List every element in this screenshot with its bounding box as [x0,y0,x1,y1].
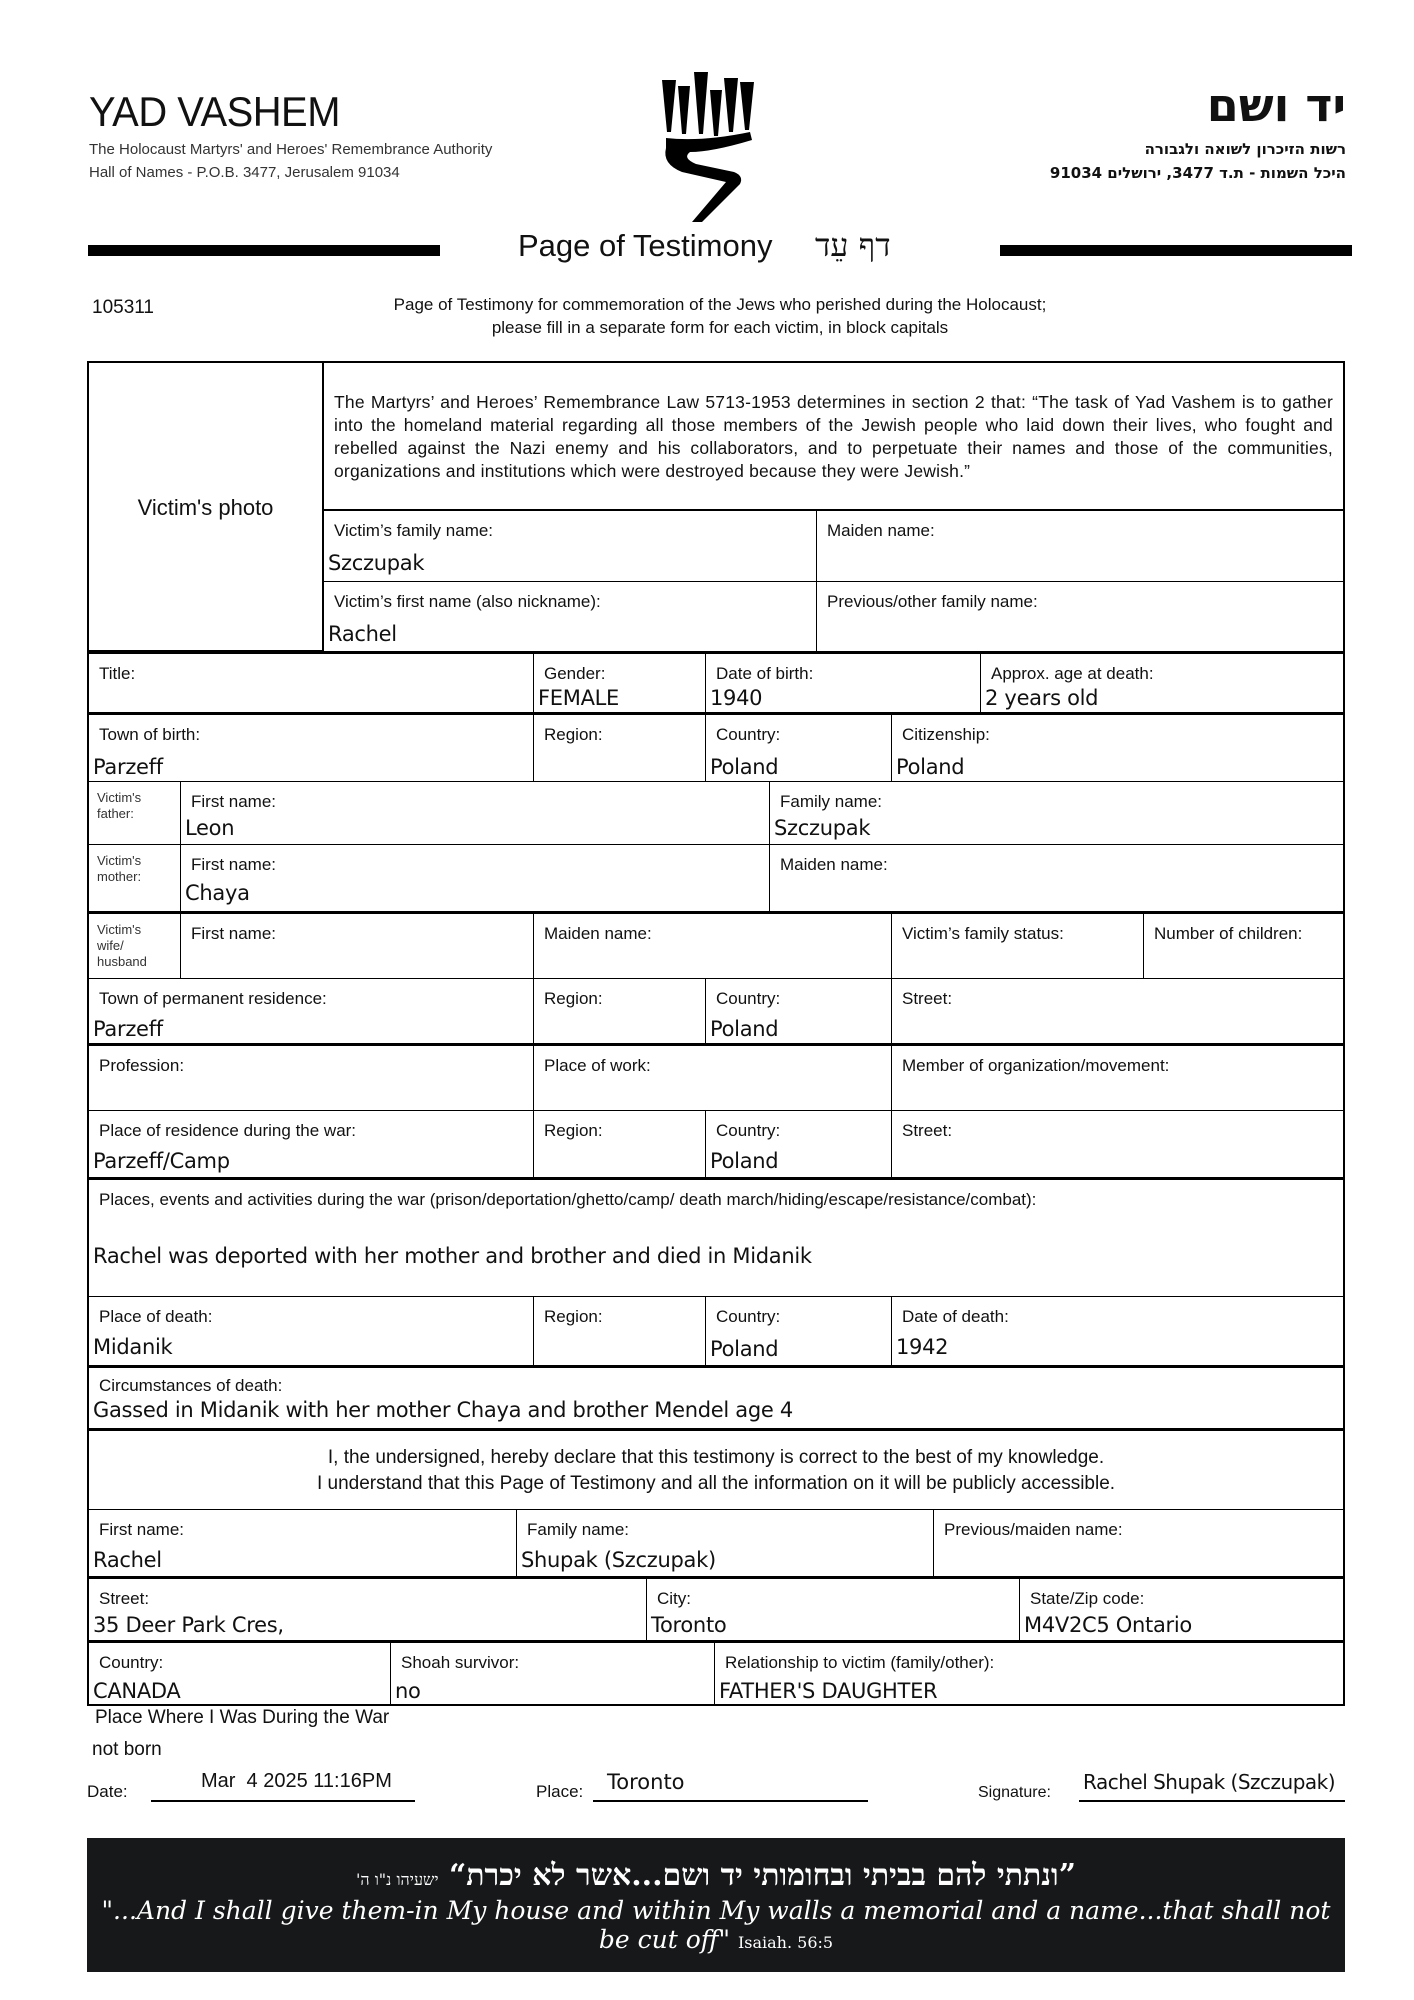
permanent-residence-country-field[interactable] [705,978,892,1044]
field-label: Date of death: [902,1307,1009,1326]
field-label: Victim’s family name: [334,521,494,540]
field-label: Date of birth: [716,664,814,683]
field-label: Place of death: [99,1307,213,1326]
spouse-maiden-name-field[interactable] [533,911,892,979]
quote-hebrew-reference: ישעיהו נ"ו ה' [356,1870,439,1889]
org-address-hebrew: היכל השמות - ת.ד 3477, ירושלים 91034 [1049,164,1346,182]
war-region-field[interactable] [533,1110,706,1178]
submitter-state-zip-field[interactable] [1019,1576,1345,1641]
field-label: Country: [716,725,781,744]
victim-family-name-field[interactable] [323,509,817,582]
victim-title-field[interactable] [87,651,534,713]
isaiah-quote-banner [87,1838,1345,1972]
submitter-street-field[interactable] [87,1576,647,1641]
field-value: Rachel [328,622,397,646]
field-label: Town of birth: [99,725,201,744]
field-label: Relationship to victim (family/other): [725,1653,995,1672]
victim-dob-field[interactable] [705,651,981,713]
field-label: Maiden name: [780,855,888,874]
victim-gender-field[interactable] [533,651,706,713]
family-status-field[interactable] [891,911,1144,979]
profession-field[interactable] [87,1043,534,1111]
declaration-box [87,1428,1345,1510]
submitter-family-name-field[interactable] [516,1509,934,1577]
relationship-field[interactable] [714,1640,1345,1706]
field-value: CANADA [93,1679,181,1703]
war-street-field[interactable] [891,1110,1345,1178]
town-of-birth-field[interactable] [87,712,534,782]
death-country-field[interactable] [705,1296,892,1366]
birth-country-field[interactable] [705,712,892,782]
spouse-row-label-cell [87,911,181,979]
field-label: City: [657,1589,691,1608]
citizenship-field[interactable] [891,712,1345,782]
permanent-residence-town-field[interactable] [87,978,534,1044]
yad-vashem-menorah-logo-icon [662,72,756,224]
date-of-death-field[interactable] [891,1296,1345,1366]
field-label: Country: [716,989,781,1008]
field-label: Victim’s first name (also nickname): [334,592,601,611]
field-label: Circumstances of death: [99,1376,283,1395]
mother-row-label: Victim's mother: [97,853,142,884]
circumstances-of-death-field[interactable] [87,1365,1345,1429]
quote-english-text: "...And I shall give them-in My house and within My walls a memorial and a name...that shall not be cut off" [101,1896,1331,1954]
field-label: First name: [191,924,277,943]
war-events-field[interactable] [87,1177,1345,1297]
field-value: Parzeff [93,755,163,779]
field-value: Szczupak [774,816,871,840]
place-of-death-field[interactable] [87,1296,534,1366]
org-subtitle: The Holocaust Martyrs' and Heroes' Remembrance Authority [89,141,493,158]
field-label: Victim’s family status: [902,924,1064,943]
field-label: Country: [99,1653,164,1672]
org-subtitle-hebrew: רשות הזיכרון לשואה ולגבורה [1144,140,1346,158]
place-value: Toronto [607,1770,685,1794]
submitter-city-field[interactable] [646,1576,1020,1641]
field-label: Country: [716,1307,781,1326]
field-label: Region: [544,725,603,744]
quote-english [87,1896,1345,1954]
field-value: 2 years old [985,686,1099,710]
victim-age-at-death-field[interactable] [980,651,1345,713]
field-value: Chaya [185,881,250,905]
date-value: Mar 4 2025 11:16PM [201,1770,392,1792]
field-label: Town of permanent residence: [99,989,327,1008]
mother-row-label-cell [87,844,181,912]
spouse-row-label: Victim's wife/ husband [97,922,147,969]
signature-field[interactable] [1079,1768,1345,1802]
field-label: Family name: [780,792,883,811]
date-field[interactable] [151,1768,415,1802]
submitter-previous-name-field[interactable] [933,1509,1345,1577]
field-label: Previous/other family name: [827,592,1038,611]
intro-line-2: please fill in a separate form for each victim, in block capitals [491,318,949,337]
birth-region-field[interactable] [533,712,706,782]
place-label: Place: [536,1782,584,1801]
field-label: First name: [191,855,277,874]
quote-hebrew-text: ”ונתתי להם בביתי ובחומותי יד ושם...אשר לא יכרת“ [448,1858,1076,1893]
field-label: Place of residence during the war: [99,1121,357,1140]
field-label: Gender: [544,664,606,683]
declaration-text [89,1445,1343,1497]
war-place-label: Place Where I Was During the War [95,1707,390,1728]
victim-previous-name-field[interactable] [816,581,1345,652]
spouse-first-name-field[interactable] [180,911,534,979]
field-label: State/Zip code: [1030,1589,1145,1608]
field-value: Rachel [93,1548,162,1572]
field-label: Shoah survivor: [401,1653,520,1672]
victim-photo-box[interactable] [87,361,324,652]
shoah-survivor-field[interactable] [390,1640,715,1706]
field-label: Profession: [99,1056,185,1075]
father-row-label-cell [87,781,181,845]
field-value: Rachel was deported with her mother and brother and died in Midanik [93,1244,812,1268]
org-name: YAD VASHEM [89,88,340,135]
field-value: Toronto [651,1613,727,1637]
field-value: FATHER'S DAUGHTER [719,1679,938,1703]
field-value: FEMALE [538,686,620,710]
place-of-work-field[interactable] [533,1043,892,1111]
field-label: Title: [99,664,136,683]
field-value: Poland [710,1337,779,1361]
quote-english-reference: Isaiah. 56:5 [737,1933,834,1952]
field-value: Parzeff [93,1017,163,1041]
field-value: M4V2C5 Ontario [1024,1613,1192,1637]
field-value: Gassed in Midanik with her mother Chaya and brother Mendel age 4 [93,1398,793,1422]
field-label: Place of work: [544,1056,651,1075]
intro-text [320,293,1120,339]
organization-field[interactable] [891,1043,1345,1111]
field-value: Midanik [93,1335,173,1359]
quote-hebrew [87,1858,1345,1893]
field-label: Street: [902,989,953,1008]
permanent-residence-street-field[interactable] [891,978,1345,1044]
field-label: Approx. age at death: [991,664,1154,683]
mother-first-name-field[interactable] [180,844,770,912]
war-country-field[interactable] [705,1110,892,1178]
field-value: Poland [710,1017,779,1041]
field-value: Parzeff/Camp [93,1149,230,1173]
field-label: Country: [716,1121,781,1140]
document-number: 105311 [92,297,154,318]
field-label: Maiden name: [544,924,652,943]
header-divider-right [1000,245,1352,256]
permanent-residence-region-field[interactable] [533,978,706,1044]
field-value: 1942 [896,1335,949,1359]
signature-label: Signature: [978,1784,1051,1801]
signature-value: Rachel Shupak (Szczupak) [1083,1770,1336,1794]
place-field[interactable] [593,1768,868,1802]
page-title-hebrew: דף עֵד [815,226,891,264]
field-value: 35 Deer Park Cres, [93,1613,284,1637]
submitter-first-name-field[interactable] [87,1509,517,1577]
number-of-children-field[interactable] [1143,911,1345,979]
field-label: Street: [99,1589,150,1608]
field-value: Leon [185,816,235,840]
field-value: Poland [896,755,965,779]
org-name-hebrew: יד ושם [1206,78,1346,132]
field-value: Poland [710,755,779,779]
victim-photo-label: Victim's photo [137,495,274,520]
org-address: Hall of Names - P.O.B. 3477, Jerusalem 91034 [89,164,400,181]
war-residence-field[interactable] [87,1110,534,1178]
field-label: Member of organization/movement: [902,1056,1170,1075]
field-value: no [395,1679,421,1703]
field-label: Region: [544,1307,603,1326]
father-row-label: Victim's father: [97,790,142,821]
field-label: First name: [191,792,277,811]
field-label: Maiden name: [827,521,935,540]
field-label: Region: [544,989,603,1008]
submitter-country-field[interactable] [87,1640,391,1706]
header-divider-left [88,245,440,256]
field-label: First name: [99,1520,185,1539]
field-label: Region: [544,1121,603,1140]
field-label: Street: [902,1121,953,1140]
field-label: Places, events and activities during the war (prison/deportation/ghetto/camp/ death march/hiding/escape/resistance/combat): [99,1190,1037,1209]
field-value: Szczupak [328,551,425,575]
intro-line-1: Page of Testimony for commemoration of the Jews who perished during the Holocaust; [393,295,1047,314]
date-label: Date: [87,1782,128,1801]
victim-first-name-field[interactable] [323,581,817,652]
page-title: Page of Testimony [518,228,773,263]
victim-maiden-name-field[interactable] [816,509,1345,582]
field-value: Poland [710,1149,779,1173]
field-label: Number of children: [1154,924,1303,943]
declaration-line-2: I understand that this Page of Testimony and all the information on it will be publicly accessible. [316,1473,1116,1494]
mother-maiden-name-field[interactable] [769,844,1345,912]
war-place-value: not born [92,1739,162,1760]
field-value: 1940 [710,686,763,710]
father-family-name-field[interactable] [769,781,1345,845]
field-label: Previous/maiden name: [944,1520,1123,1539]
father-first-name-field[interactable] [180,781,770,845]
declaration-line-1: I, the undersigned, hereby declare that this testimony is correct to the best of my knowledge. [327,1447,1105,1468]
death-region-field[interactable] [533,1296,706,1366]
field-label: Family name: [527,1520,630,1539]
field-value: Shupak (Szczupak) [521,1548,716,1572]
law-text-box [323,361,1345,510]
law-text: The Martyrs’ and Heroes’ Remembrance Law 5713-1953 determines in section 2 that: “The task of Yad Vashem is to gather into the homeland material regarding all those members of the Jewish people who laid down their lives, who fought and rebelled against the Nazi enemy and his collaborators, and to perpetuate their names and those of the communities, organizations and institutions which were destroyed because they were Jewish.” [334,392,1333,481]
field-label: Citizenship: [902,725,990,744]
